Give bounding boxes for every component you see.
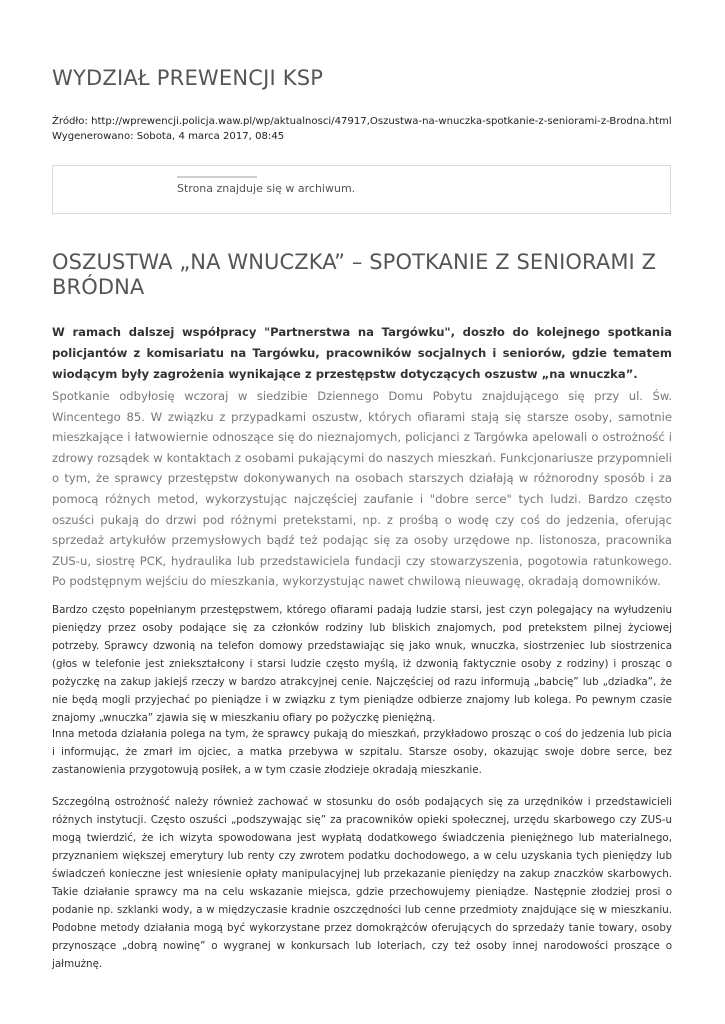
article-title: OSZUSTWA „NA WNUCZKA” – SPOTKANIE Z SENIORAMI Z BRÓDNA: [52, 250, 657, 299]
article-intro: Spotkanie odbyłosię wczoraj w siedzibie Dziennego Domu Pobytu znajdującego się przy ul. Św. Wincentego 85. W związku z przypadkami oszustw, których ofiarami stają się starsze osoby, samotnie mieszkające i łatwowiernie odnoszące się do nieznajomych, policjanci z Targówka apelowali o ostrożność i zdrowy rozsądek w kontaktach z osobami pukającymi do naszych mieszkań. Funkcjonariusze przypomnieli o tym, że sprawcy przestępstw dokonywanych na osobach starszych działają w różnorodny sposób i za pomocą różnych metod, wykorzystując najczęściej zaufanie i "dobre serce" tych ludzi. Bardzo często oszuści pukają do drzwi pod różnymi pretekstami, np. z prośbą o wodę czy coś do jedzenia, oferując sprzedaż artykułów przemysłowych bądź też podając się za osoby urzędowe np. listonosza, pracownika ZUS-u, siostrę PCK, hydraulika lub przedstawiciela fundacji czy stowarzyszenia, pogotowia ratunkowego. Po podstępnym wejściu do mieszkania, wykorzystując nawet chwilową nieuwagę, okradają domowników.: [52, 389, 672, 589]
source-line: Źródło: http://wprewencji.policja.waw.pl/wp/aktualnosci/47917,Oszustwa-na-wnuczka-spotkanie-z-seniorami-z-Brodna.html: [52, 116, 672, 127]
document-meta: [52, 114, 672, 144]
article-paragraph: Bardzo często popełnianym przestępstwem, którego ofiarami padają ludzie starsi, jest czyn polegający na wyłudzeniu pieniędzy przez osoby podające się za członków rodziny lub bliskich znajomych, pod pretekstem pilnej życiowej potrzeby. Sprawcy dzwonią na telefon domowy przedstawiając się jako wnuk, wnuczka, siostrzeniec lub siostrzenica (głos w telefonie jest zniekształcony i starsi ludzie często myślą, iż dzwonią faktycznie osoby z rodziny) i prosząc o pożyczkę na zakup jakiejś rzeczy w bardzo atrakcyjnej cenie. Najczęściej od razu informują „babcię” lub „dziadka”, że nie będą mogli przyjechać po pieniądze i w związku z tym pieniądze odbierze znajomy lub kolega. Po pewnym czasie znajomy „wnuczka” zjawia się w mieszkaniu ofiary po pożyczkę pieniężną.: [52, 604, 672, 724]
archive-notice-box: [52, 165, 671, 214]
article-paragraph: Inna metoda działania polega na tym, że sprawcy pukają do mieszkań, przykładowo prosząc o coś do jedzenia lub picia i informując, że zmarł im ojciec, a matka przebywa w szpitalu. Starsze osoby, okazując swoje dobre serce, bez zastanowienia przygotowują posiłek, a w tym czasie złodzieje okradają mieszkanie.: [52, 728, 672, 776]
article-paragraph: Szczególną ostrożność należy również zachować w stosunku do osób podających się za urzędników i przedstawicieli różnych instytucji. Często oszuści „podszywając się” za pracowników opieki społecznej, urzędu skarbowego czy ZUS-u mogą twierdzić, że ich wizyta spowodowana jest wypłatą dodatkowego świadczenia pieniężnego lub materialnego, przyznaniem większej emerytury lub renty czy zwrotem podatku dochodowego, a w celu uzyskania tych pieniędzy lub świadczeń konieczne jest wniesienie opłaty manipulacyjnej lub przekazanie pieniędzy na zakup znaczków skarbowych. Takie działanie sprawcy ma na celu wskazanie miejsca, gdzie przechowujemy pieniądze. Następnie złodziej prosi o podanie np. szklanki wody, a w międzyczasie kradnie oszczędności lub cenne przedmioty znajdujące się w mieszkaniu. Podobne metody działania mogą być wykorzystane przez domokrążców oferujących do sprzedaży tanie towary, osoby przynoszące „dobrą nowinę” o wygranej w konkursach lub loteriach, czy też osoby innej narodowości proszące o jałmużnę.: [52, 796, 672, 970]
archive-divider: [177, 176, 257, 178]
site-title: WYDZIAŁ PREWENCJI KSP: [52, 66, 324, 90]
archive-notice: Strona znajduje się w archiwum.: [177, 182, 356, 195]
generated-line: Wygenerowano: Sobota, 4 marca 2017, 08:45: [52, 131, 285, 142]
article-lead: W ramach dalszej współpracy "Partnerstwa na Targówku", doszło do kolejnego spotkania policjantów z komisariatu na Targówku, pracowników socjalnych i seniorów, gdzie tematem wiodącym były zagrożenia wynikające z przestępstw dotyczących oszustw „na wnuczka”.: [52, 325, 672, 381]
